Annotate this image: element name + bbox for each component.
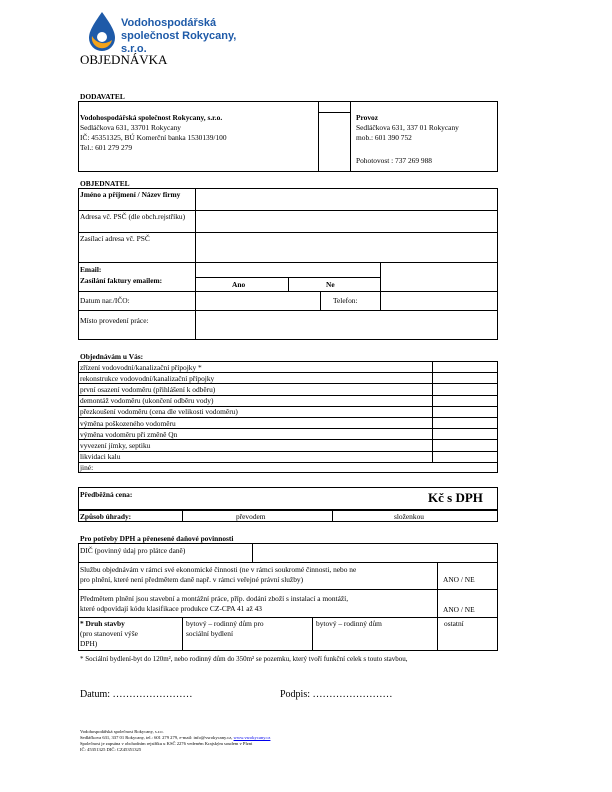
provoz-address: Sedláčkova 631, 337 01 Rokycany bbox=[356, 123, 459, 132]
footer-line-3: Společnost je zapsána v obchodním rejstříku u KSČ 2276 vedeném Krajským soudem v Plzni bbox=[80, 741, 253, 746]
service-item[interactable]: jiné: bbox=[80, 463, 94, 473]
price-currency: Kč s DPH bbox=[428, 490, 483, 505]
payment-label: Způsob úhrady: bbox=[80, 512, 132, 521]
service-item[interactable]: vyvezení jímky, septiku bbox=[80, 440, 151, 450]
vat-row2-line1: Předmětem plnění jsou stavební a montážní práce, příp. dodání zboží s instalací a montáží, bbox=[80, 594, 349, 603]
vat-row1-answer[interactable]: ANO / NE bbox=[443, 575, 475, 584]
customer-place-label: Místo provedení práce: bbox=[80, 316, 149, 325]
vat-row1-line2: pro plnění, které není předmětem daně např. v rámci veřejné právní služby) bbox=[80, 575, 304, 584]
logo-line-2: společnost Rokycany, s.r.o. bbox=[121, 30, 237, 55]
footer-line-2: Sedláčkova 631, 337 01 Rokycany, tel.: 601 279 279, e-mail: info@vsrokycany.cz, www.vsrokycany.cz bbox=[80, 735, 271, 740]
service-item[interactable]: přezkoušení vodoměru (cena dle velikosti vodoměru) bbox=[80, 407, 238, 417]
vat-type-option1-line1[interactable]: bytový – rodinný dům pro bbox=[186, 619, 264, 628]
page-title: OBJEDNÁVKA bbox=[80, 52, 168, 67]
water-drop-icon bbox=[84, 10, 120, 52]
footer-line-1: Vodohospodářská společnost Rokycany, s.r.o. bbox=[80, 729, 164, 734]
logo-line-1: Vodohospodářská bbox=[121, 17, 217, 29]
vat-type-line3: DPH) bbox=[80, 639, 98, 648]
vat-type-option3[interactable]: ostatní bbox=[444, 619, 464, 628]
customer-mailing-label: Zasílací adresa vč. PSČ bbox=[80, 234, 150, 243]
payment-option-postal[interactable]: složenkou bbox=[394, 512, 424, 521]
service-item[interactable]: výměna vodoměru při změně Qn bbox=[80, 429, 178, 439]
services-heading: Objednávám u Vás: bbox=[80, 352, 144, 361]
vat-row1-line1: Službu objednávám v rámci své ekonomické činnosti (ne v rámci soukromé činnosti, nebo ne bbox=[80, 565, 357, 574]
vat-row2-line2: které odpovídají kódu klasifikace produkce CZ-CPA 41 až 43 bbox=[80, 604, 262, 613]
company-logo bbox=[84, 10, 264, 55]
supplier-heading: DODAVATEL bbox=[80, 92, 125, 101]
customer-address-label: Adresa vč. PSČ (dle obch.rejstříku) bbox=[80, 212, 186, 221]
supplier-tel: Tel.: 601 279 279 bbox=[80, 143, 133, 152]
invoice-ne-option[interactable]: Ne bbox=[326, 280, 335, 289]
vat-dic-label: DIČ (povinný údaj pro plátce daně) bbox=[80, 546, 186, 555]
vat-heading: Pro potřeby DPH a přenesené daňové povinnosti bbox=[80, 534, 234, 543]
customer-invoice-label: Zasílání faktury emailem: bbox=[80, 276, 163, 285]
customer-name-label: Jméno a příjmení / Název firmy bbox=[80, 190, 181, 199]
service-item[interactable]: zřízení vodovodní/kanalizační přípojky * bbox=[80, 362, 202, 372]
date-field[interactable]: Datum: …………………… bbox=[80, 689, 193, 700]
footer-line-4: IČ: 45351325 DIČ: CZ45351325 bbox=[80, 747, 142, 752]
customer-heading: OBJEDNATEL bbox=[80, 179, 130, 188]
service-item[interactable]: výměna poškozeného vodoměru bbox=[80, 418, 176, 428]
footnote: * Sociální bydlení-byt do 120m², nebo rodinný dům do 350m² se pozemku, který tvoří funkční celek s touto stavbou, bbox=[80, 655, 408, 663]
vat-type-line2: (pro stanovení výše bbox=[80, 629, 138, 638]
supplier-ic: IČ: 45351325, BÚ Komerční banka 1530139/100 bbox=[80, 133, 227, 142]
customer-phone-label: Telefon: bbox=[333, 296, 358, 305]
service-item[interactable]: rekonstrukce vodovodní/kanalizační přípojky bbox=[80, 373, 215, 383]
footer-website-link[interactable]: www.vsrokycany.cz bbox=[233, 735, 271, 740]
service-item[interactable]: první osazení vodoměru (přihlášení k odběru) bbox=[80, 384, 216, 394]
customer-birth-label: Datum nar./IČO: bbox=[80, 296, 130, 305]
provoz-pohotovost: Pohotovost : 737 269 988 bbox=[356, 156, 432, 165]
price-label: Předběžná cena: bbox=[80, 490, 133, 499]
vat-type-option1-line2: sociální bydlení bbox=[186, 629, 234, 638]
vat-type-line1: * Druh stavby bbox=[80, 619, 125, 628]
invoice-ano-option[interactable]: Ano bbox=[232, 280, 246, 289]
vat-type-option2[interactable]: bytový – rodinný dům bbox=[316, 619, 382, 628]
payment-option-transfer[interactable]: převodem bbox=[236, 512, 266, 521]
supplier-address: Sedláčkova 631, 33701 Rokycany bbox=[80, 123, 181, 132]
payment-box bbox=[78, 510, 498, 522]
signature-field[interactable]: Podpis: …………………… bbox=[280, 689, 393, 700]
vat-row2-answer[interactable]: ANO / NE bbox=[443, 605, 475, 614]
provoz-label: Provoz bbox=[356, 113, 379, 122]
service-item[interactable]: demontáž vodoměru (ukončení odběru vody) bbox=[80, 396, 214, 406]
provoz-mob: mob.: 601 390 752 bbox=[356, 133, 412, 142]
customer-email-label: Email: bbox=[80, 265, 102, 274]
supplier-name: Vodohospodářská společnost Rokycany, s.r.o. bbox=[80, 113, 223, 122]
service-item[interactable]: likvidaci kalu bbox=[80, 452, 121, 462]
